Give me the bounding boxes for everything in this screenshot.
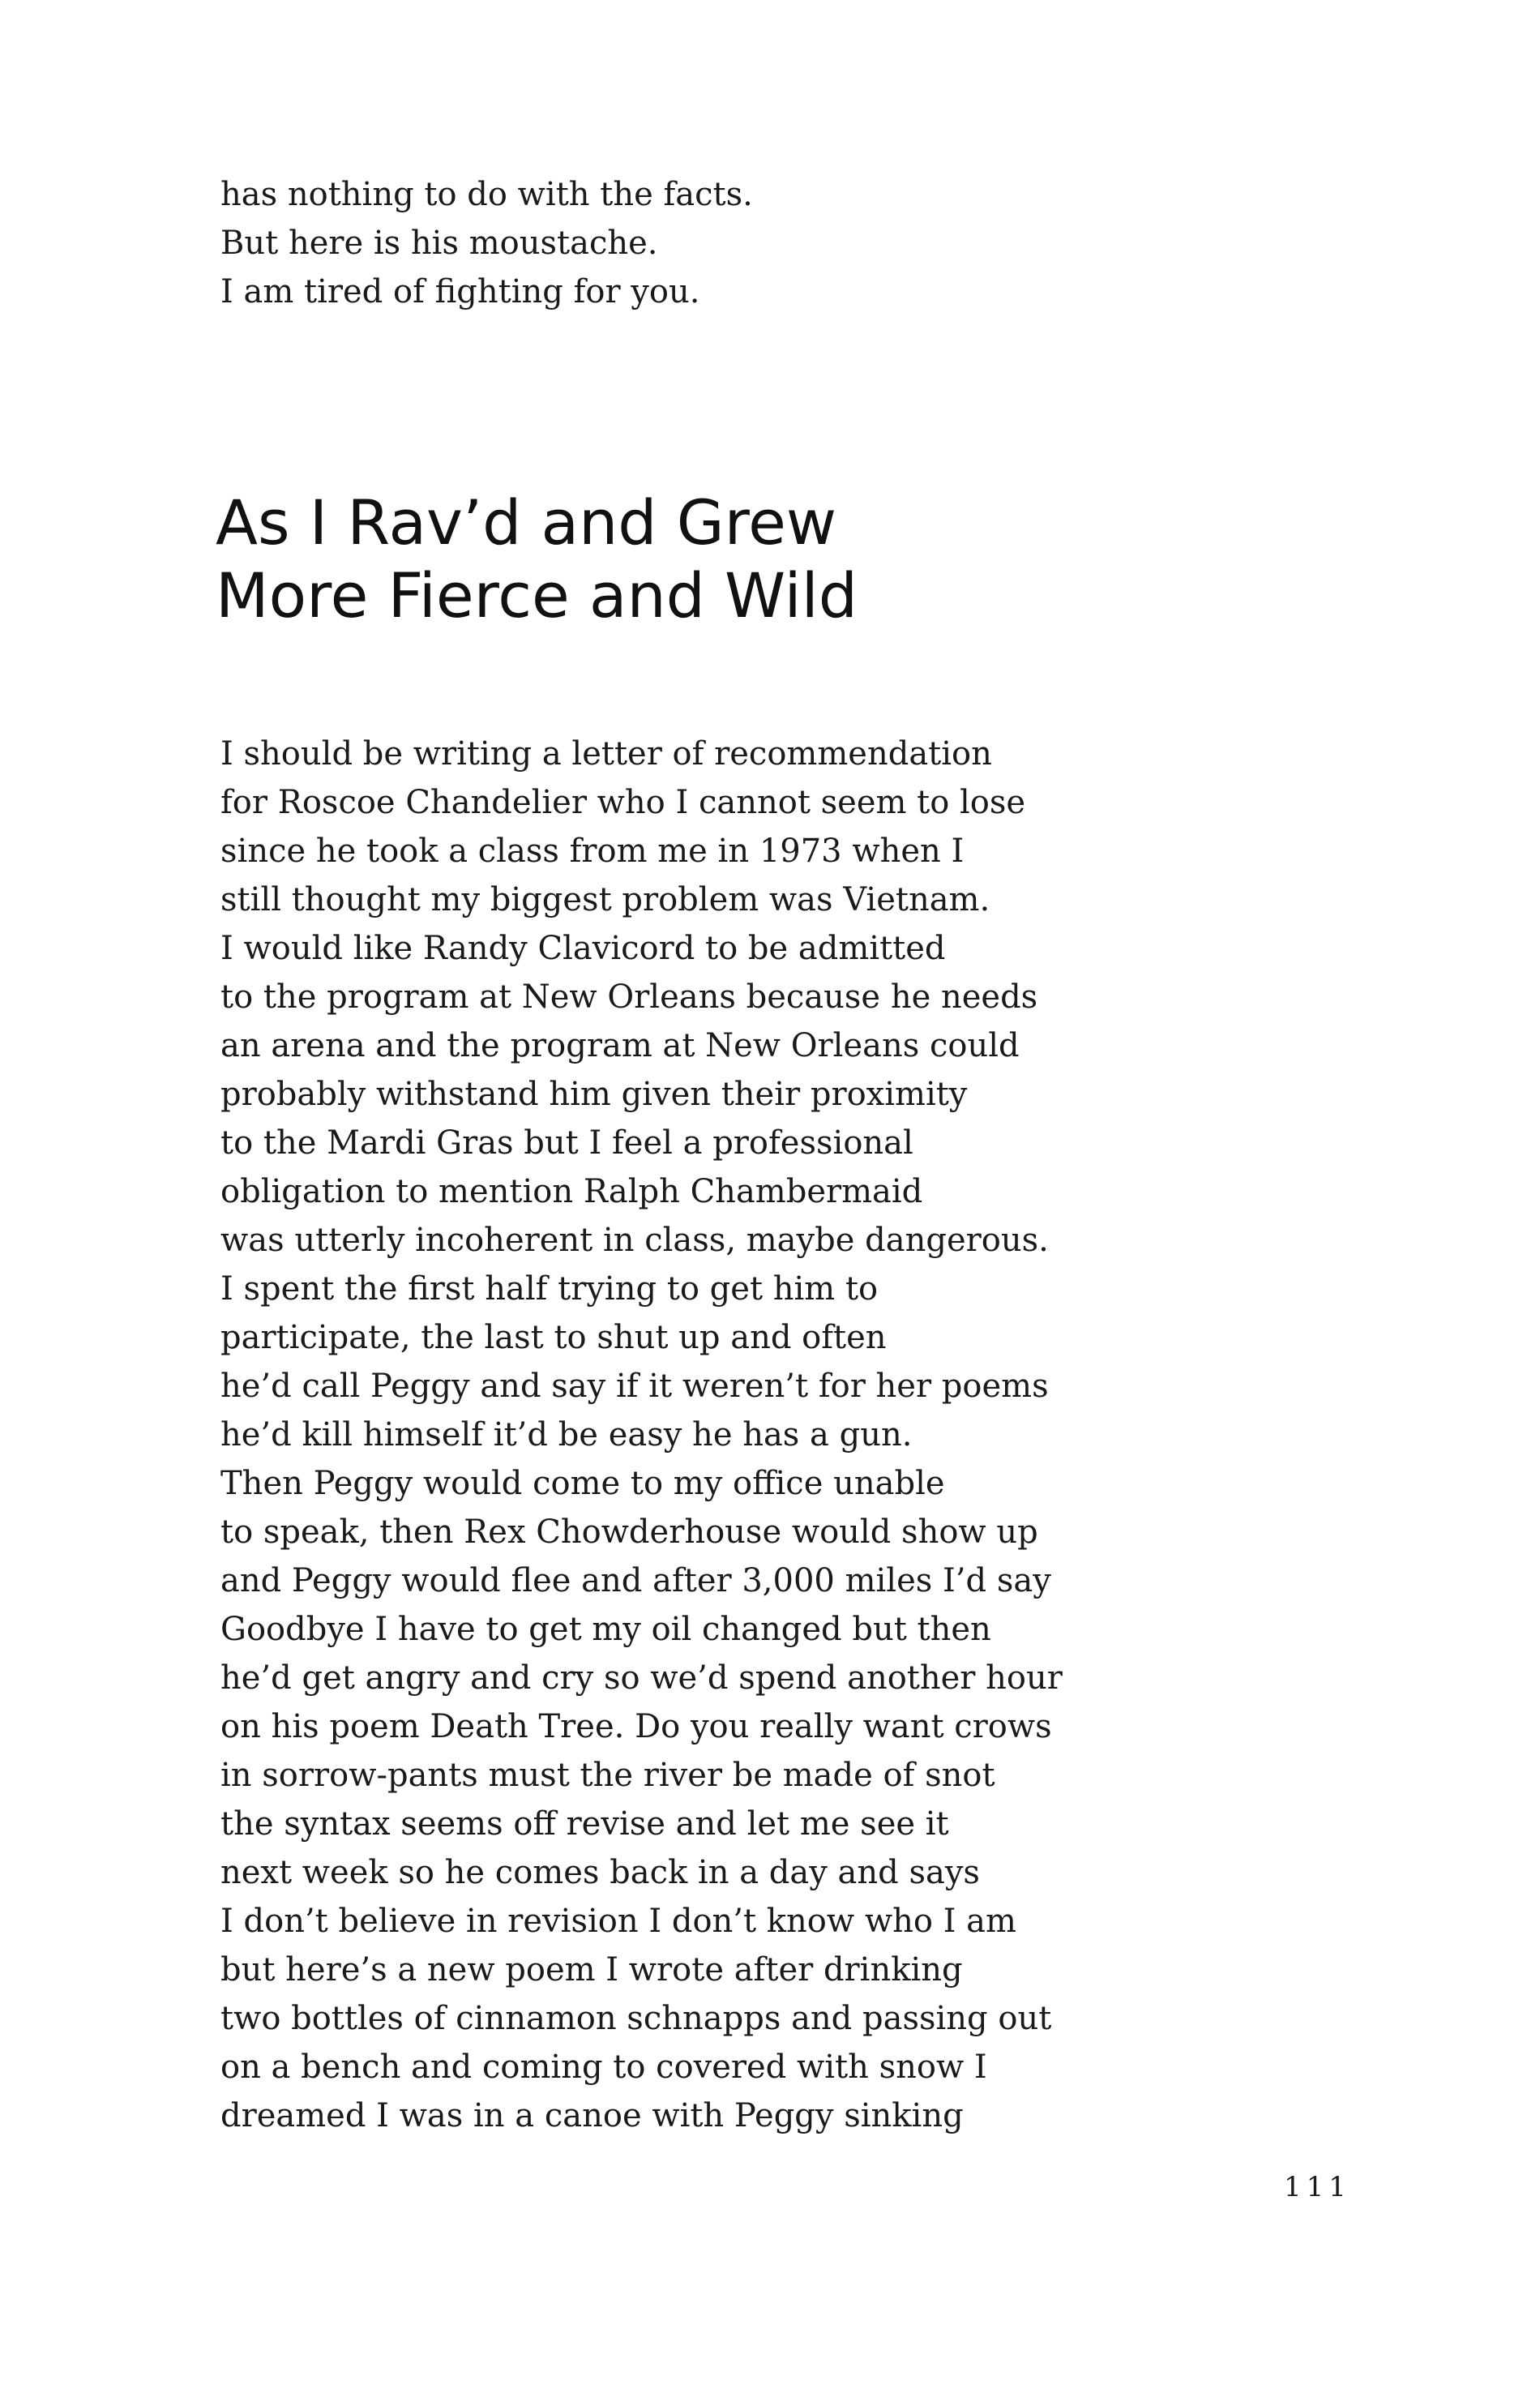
poem-line: on his poem Death Tree. Do you really want crows: [220, 1708, 1052, 1745]
poem-line: for Roscoe Chandelier who I cannot seem to lose: [220, 784, 1026, 821]
poem-line: he’d kill himself it’d be easy he has a gun.: [220, 1416, 913, 1454]
poem-line: to speak, then Rex Chowderhouse would show up: [220, 1513, 1038, 1551]
previous-poem-ending: [220, 170, 1274, 316]
poem-title-line: More Fierce and Wild: [216, 559, 858, 632]
poem-line: obligation to mention Ralph Chambermaid: [220, 1173, 923, 1210]
poem-line: he’d call Peggy and say if it weren’t for her poems: [220, 1368, 1049, 1405]
poem-line: probably withstand him given their proximity: [220, 1076, 968, 1113]
poem-line: since he took a class from me in 1973 when I: [220, 833, 965, 870]
poem-line: an arena and the program at New Orleans could: [220, 1027, 1020, 1064]
poem-line: in sorrow-pants must the river be made of snot: [220, 1757, 995, 1794]
poem-line: two bottles of cinnamon schnapps and passing out: [220, 2000, 1052, 2037]
poem-line: I don’t believe in revision I don’t know who I am: [220, 1903, 1016, 1940]
poem-line: to the Mardi Gras but I feel a professional: [220, 1124, 913, 1162]
poem-line: to the program at New Orleans because he needs: [220, 978, 1038, 1016]
poem-line: but here’s a new poem I wrote after drinking: [220, 1951, 963, 1989]
poem-line: Then Peggy would come to my office unable: [220, 1465, 945, 1502]
poem-title-line: As I Rav’d and Grew: [216, 486, 837, 559]
poem-line: Goodbye I have to get my oil changed but then: [220, 1611, 991, 1648]
poem-title: [216, 486, 1350, 632]
poem-line: But here is his moustache.: [220, 225, 658, 262]
poem-line: has nothing to do with the facts.: [220, 176, 753, 213]
poem-body: [220, 730, 1355, 2140]
poem-line: I would like Randy Clavicord to be admitted: [220, 930, 946, 967]
poem-line: and Peggy would flee and after 3,000 miles I’d say: [220, 1562, 1051, 1599]
poem-line: was utterly incoherent in class, maybe dangerous.: [220, 1222, 1049, 1259]
poem-line: next week so he comes back in a day and says: [220, 1854, 980, 1891]
poem-line: dreamed I was in a canoe with Peggy sinking: [220, 2097, 964, 2134]
poem-line: on a bench and coming to covered with snow I: [220, 2049, 987, 2086]
poem-line: I am tired of fighting for you.: [220, 273, 700, 310]
poem-line: the syntax seems off revise and let me see it: [220, 1805, 949, 1843]
poem-line: I spent the first half trying to get him to: [220, 1270, 879, 1308]
poem-line: participate, the last to shut up and often: [220, 1319, 887, 1356]
poem-line: I should be writing a letter of recommendation: [220, 735, 992, 773]
page-number: 111: [1284, 2171, 1351, 2203]
poem-line: still thought my biggest problem was Vietnam.: [220, 881, 990, 918]
poem-line: he’d get angry and cry so we’d spend another hour: [220, 1659, 1063, 1697]
